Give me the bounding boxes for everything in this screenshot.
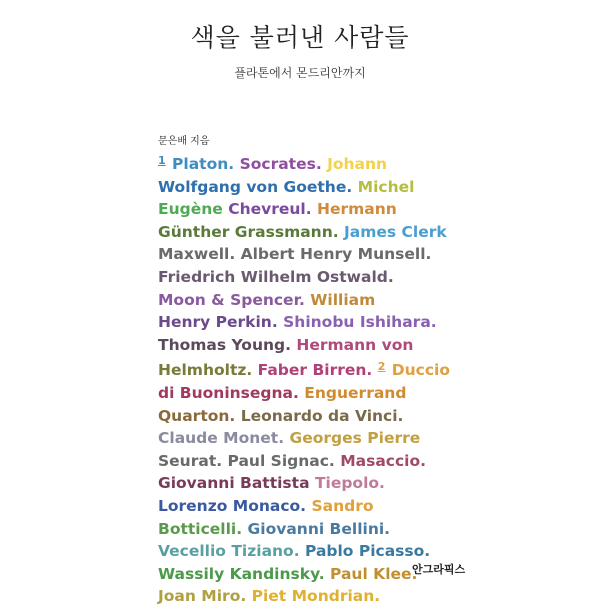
name-segment: Tiepolo.: [314, 474, 385, 493]
name-segment: Masaccio.: [340, 451, 426, 470]
name-line: [158, 405, 458, 428]
name-line: [158, 472, 458, 495]
name-line: [158, 150, 458, 176]
name-line: [158, 518, 458, 541]
name-line: [158, 198, 458, 221]
name-line: [158, 311, 458, 334]
name-segment: Faber Birren.: [257, 361, 378, 380]
name-segment: Henry Perkin.: [158, 313, 284, 332]
name-segment: Wassily Kandinsky.: [158, 564, 331, 583]
name-line: [158, 266, 458, 289]
name-line: [158, 495, 458, 518]
name-segment: Günther Grassmann.: [158, 222, 345, 241]
name-segment: Georges Pierre: [289, 429, 421, 448]
name-line: [158, 382, 458, 405]
name-segment: Shinobu Ishihara.: [283, 313, 437, 332]
name-line: [158, 289, 458, 312]
name-segment: Paul Klee.: [330, 564, 418, 583]
book-subtitle: 플라톤에서 몬드리안까지: [234, 66, 366, 80]
name-segment: Maxwell. Albert Henry Munsell.: [158, 245, 432, 264]
name-segment: Helmholtz.: [158, 361, 258, 380]
name-segment: Socrates.: [239, 155, 328, 173]
name-segment: Giovanni Battista: [158, 474, 315, 493]
name-segment: Hermann von: [296, 335, 414, 354]
name-line: [158, 356, 458, 382]
name-segment: Quarton.: [158, 406, 241, 425]
name-segment: Leonardo da Vinci.: [240, 406, 404, 425]
name-segment: Platon.: [166, 155, 240, 173]
name-segment: Pablo Picasso.: [305, 542, 431, 561]
name-segment: James Clerk: [344, 222, 447, 241]
name-line: [158, 450, 458, 473]
name-line: [158, 334, 458, 357]
name-segment: Claude Monet.: [158, 429, 290, 448]
name-segment: Hermann: [317, 200, 397, 219]
name-segment: Lorenzo Monaco.: [158, 496, 312, 515]
name-line: [158, 221, 458, 244]
name-segment: Piet Mondrian.: [251, 587, 381, 606]
section-number: 2: [377, 360, 386, 374]
name-segment: Thomas Young.: [158, 335, 297, 354]
name-segment: Enguerrand: [304, 383, 407, 402]
name-segment: William: [310, 290, 376, 309]
name-segment: Moon & Spencer.: [158, 290, 311, 309]
name-segment: di Buoninsegna.: [158, 383, 305, 402]
name-segment: Sandro: [311, 496, 374, 515]
name-segment: Friedrich Wilhelm Ostwald.: [158, 267, 394, 286]
book-title: 색을 불러낸 사람들: [190, 23, 410, 52]
name-line: [158, 176, 458, 199]
name-segment: Joan Miro.: [158, 587, 252, 606]
author-credit: 문은배 지음: [158, 136, 210, 147]
name-segment: Duccio: [386, 361, 451, 380]
name-line: [158, 585, 458, 608]
name-segment: Michel: [357, 177, 415, 196]
publisher-logo: 안그라픽스: [412, 563, 466, 576]
name-segment: Chevreul.: [228, 200, 318, 219]
names-list: [158, 150, 458, 608]
section-number: 1: [158, 154, 166, 167]
name-segment: Vecellio Tiziano.: [158, 542, 305, 561]
name-line: [158, 243, 458, 266]
name-line: [158, 540, 458, 563]
name-line: [158, 427, 458, 450]
name-segment: Giovanni Bellini.: [247, 519, 391, 538]
name-segment: Johann: [327, 155, 388, 173]
name-segment: Eugène: [158, 200, 229, 219]
name-segment: Seurat. Paul Signac.: [158, 451, 341, 470]
name-segment: Wolfgang von Goethe.: [158, 177, 358, 196]
name-segment: Botticelli.: [158, 519, 248, 538]
